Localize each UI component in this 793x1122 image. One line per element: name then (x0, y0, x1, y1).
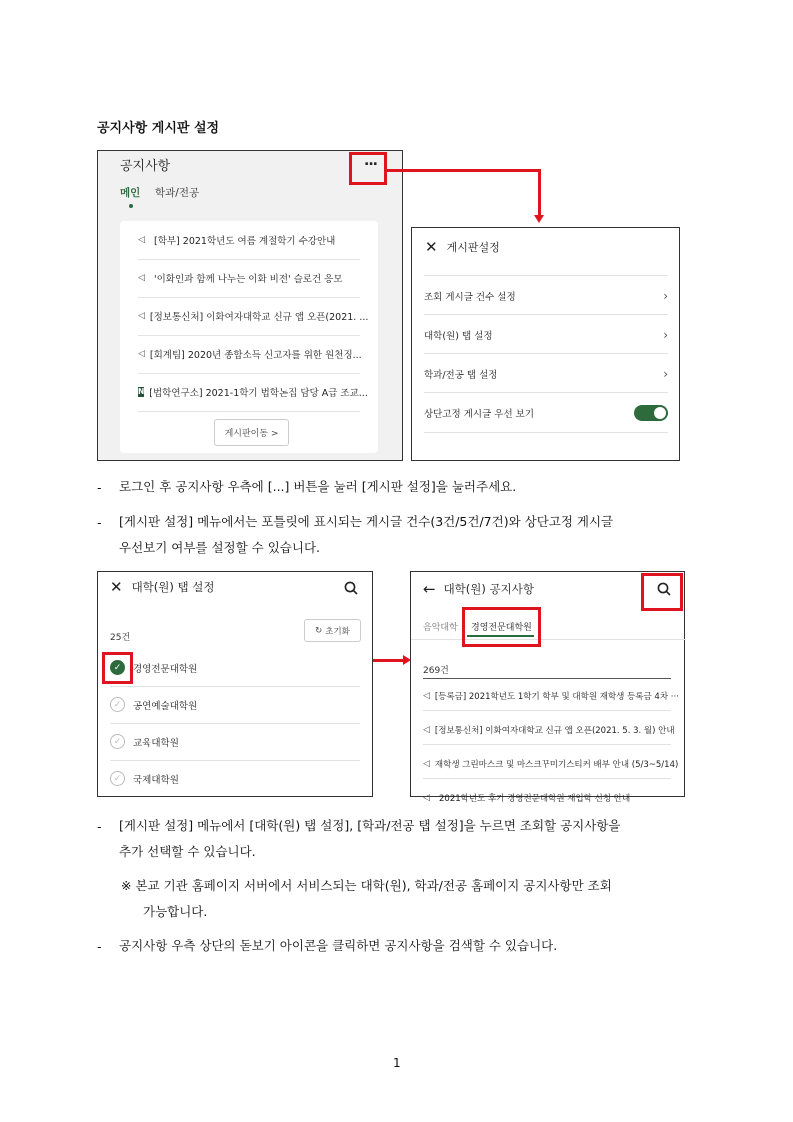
college-label: 공연예술대학원 (133, 700, 198, 712)
screenshot-college-tab-settings (97, 571, 373, 797)
page-number: 1 (393, 1056, 401, 1070)
close-icon[interactable]: ✕ (425, 238, 438, 256)
pinned-first-toggle[interactable] (634, 405, 668, 421)
n-icon: N (138, 387, 145, 396)
check-icon[interactable]: ✓ (110, 734, 125, 749)
toggle-knob (654, 407, 666, 419)
setting-row-college-tab[interactable] (424, 314, 668, 354)
chevron-right-icon: › (663, 327, 668, 342)
college-count: 25건 (110, 633, 131, 643)
setting-row-pinned-first (424, 392, 668, 433)
list-item[interactable] (138, 221, 360, 260)
setting-row-department-tab[interactable] (424, 353, 668, 393)
list-item[interactable] (138, 297, 369, 336)
speaker-icon: ◁ (423, 691, 430, 701)
setting-label: 학과/전공 탭 설정 (424, 369, 498, 381)
arrow-head (534, 215, 544, 223)
list-item[interactable] (423, 716, 675, 745)
speaker-icon: ◁ (138, 349, 145, 359)
highlight-business-tab (462, 607, 541, 647)
bullet-dash: - (97, 939, 102, 954)
list-item[interactable] (423, 750, 679, 779)
chevron-right-icon: › (663, 288, 668, 303)
check-icon[interactable]: ✓ (110, 697, 125, 712)
college-settings-header (110, 578, 215, 596)
list-item[interactable] (423, 682, 679, 711)
instruction-3-line1: [게시판 설정] 메뉴에서 [대학(원) 탭 설정], [학과/전공 탭 설정]을 누르면 조회할 공지사항을 (119, 818, 621, 833)
notice-text: [학부] 2021학년도 여름 계절학기 수강안내 (154, 236, 336, 247)
highlight-search-icon (641, 573, 683, 611)
note-line2: 가능합니다. (143, 904, 208, 919)
list-item[interactable] (138, 335, 360, 374)
tab-department[interactable]: 학과/전공 (155, 187, 200, 199)
go-to-board-button[interactable]: 게시판이동 > (214, 419, 289, 446)
count-divider (423, 678, 671, 679)
college-item[interactable] (110, 760, 360, 797)
speaker-icon: ◁ (423, 759, 430, 769)
notice-card (120, 221, 378, 453)
tab-main[interactable]: 메인 (120, 187, 141, 199)
instruction-3-line2: 추가 선택할 수 있습니다. (119, 844, 256, 859)
notice-text: [정보통신처] 이화여자대학교 신규 앱 오픈(2021. ... (149, 312, 369, 323)
list-item[interactable] (138, 259, 360, 298)
portlet-title: 공지사항 (120, 159, 171, 174)
screenshot-board-settings (411, 227, 680, 461)
more-icon[interactable]: ... (364, 153, 377, 169)
search-icon[interactable] (344, 581, 358, 595)
close-icon[interactable]: ✕ (110, 578, 123, 596)
notice-count: 269건 (423, 666, 449, 676)
settings-header (425, 238, 500, 256)
back-arrow-icon[interactable]: ← (423, 580, 436, 598)
college-notices-header (423, 580, 534, 598)
college-settings-title: 대학(원) 탭 설정 (131, 580, 215, 594)
highlight-checkbox (102, 652, 133, 684)
note-line1: ※ 본교 기관 홈페이지 서버에서 서비스되는 대학(원), 학과/전공 홈페이지 공지사항만 조회 (121, 878, 612, 893)
chevron-right-icon: › (663, 366, 668, 381)
college-label: 경영전문대학원 (133, 663, 198, 675)
college-notices-title: 대학(원) 공지사항 (443, 582, 534, 596)
tab-music[interactable]: 음악대학 (423, 623, 458, 633)
tab-business-school[interactable]: 경영전문대학원 (471, 623, 532, 633)
setting-label: 조회 게시글 건수 설정 (424, 291, 516, 303)
college-item[interactable] (110, 686, 360, 724)
tab-divider (411, 639, 686, 640)
speaker-icon: ◁ (423, 725, 430, 735)
instruction-2-line1: [게시판 설정] 메뉴에서는 포틀릿에 표시되는 게시글 건수(3건/5건/7건)와 상단고정 게시글 (119, 514, 614, 529)
college-item-checked[interactable] (110, 649, 360, 687)
arrow-connector (373, 659, 405, 662)
doc-title: 공지사항 게시판 설정 (97, 121, 220, 136)
setting-label: 상단고정 게시글 우선 보기 (424, 408, 535, 420)
list-item[interactable] (423, 784, 671, 812)
instruction-4: 공지사항 우측 상단의 돋보기 아이콘을 클릭하면 공지사항을 검색할 수 있습니다. (119, 938, 558, 953)
notice-text: 2021학년도 후기 경영전문대학원 재입학 신청 안내 (439, 794, 631, 804)
notice-text: '이화인과 함께 나누는 이화 비전' 슬로건 응모 (154, 274, 343, 285)
bullet-dash: - (97, 480, 102, 495)
notice-text: [법학연구소] 2021-1학기 법학논집 담당 A급 조교... (149, 388, 368, 399)
reset-button[interactable] (304, 619, 361, 642)
highlight-more-button (349, 152, 387, 185)
active-tab-indicator (129, 204, 133, 208)
speaker-icon: ◁ (138, 235, 145, 245)
notice-text: 재학생 그린마스크 및 마스크꾸미기스티커 배부 안내 (5/3~5/14) (434, 760, 679, 770)
speaker-icon: ◁ (423, 793, 430, 803)
list-item[interactable] (138, 373, 368, 412)
bullet-dash: - (97, 515, 102, 530)
college-item[interactable] (110, 723, 360, 761)
college-label: 교육대학원 (133, 737, 179, 749)
check-icon[interactable]: ✓ (110, 771, 125, 786)
setting-label: 대학(원) 탭 설정 (424, 330, 493, 342)
notice-text: [정보통신처] 이화여자대학교 신규 앱 오픈(2021. 5. 3. 월) 안내 (434, 726, 675, 736)
check-icon[interactable]: ✓ (110, 660, 125, 675)
notice-text: [회계팀] 2020년 종합소득 신고자를 위한 원천징... (149, 350, 362, 361)
bullet-dash: - (97, 819, 102, 834)
speaker-icon: ◁ (138, 273, 145, 283)
refresh-icon: ↻ (315, 625, 323, 636)
setting-row-post-count[interactable] (424, 275, 668, 315)
reset-label: 초기화 (325, 626, 350, 637)
college-label: 국제대학원 (133, 774, 179, 786)
settings-title: 게시판설정 (446, 241, 500, 254)
arrow-connector (538, 169, 541, 216)
screenshot-notice-portlet (97, 150, 403, 461)
arrow-connector (387, 169, 540, 172)
notice-text: [등록금] 2021학년도 1학기 학부 및 대학원 재학생 등록금 4차 ··· (434, 692, 679, 702)
instruction-1: 로그인 후 공지사항 우측에 [...] 버튼을 눌러 [게시판 설정]을 눌러주세요. (119, 479, 517, 494)
instruction-2-line2: 우선보기 여부를 설정할 수 있습니다. (119, 540, 320, 555)
speaker-icon: ◁ (138, 311, 145, 321)
